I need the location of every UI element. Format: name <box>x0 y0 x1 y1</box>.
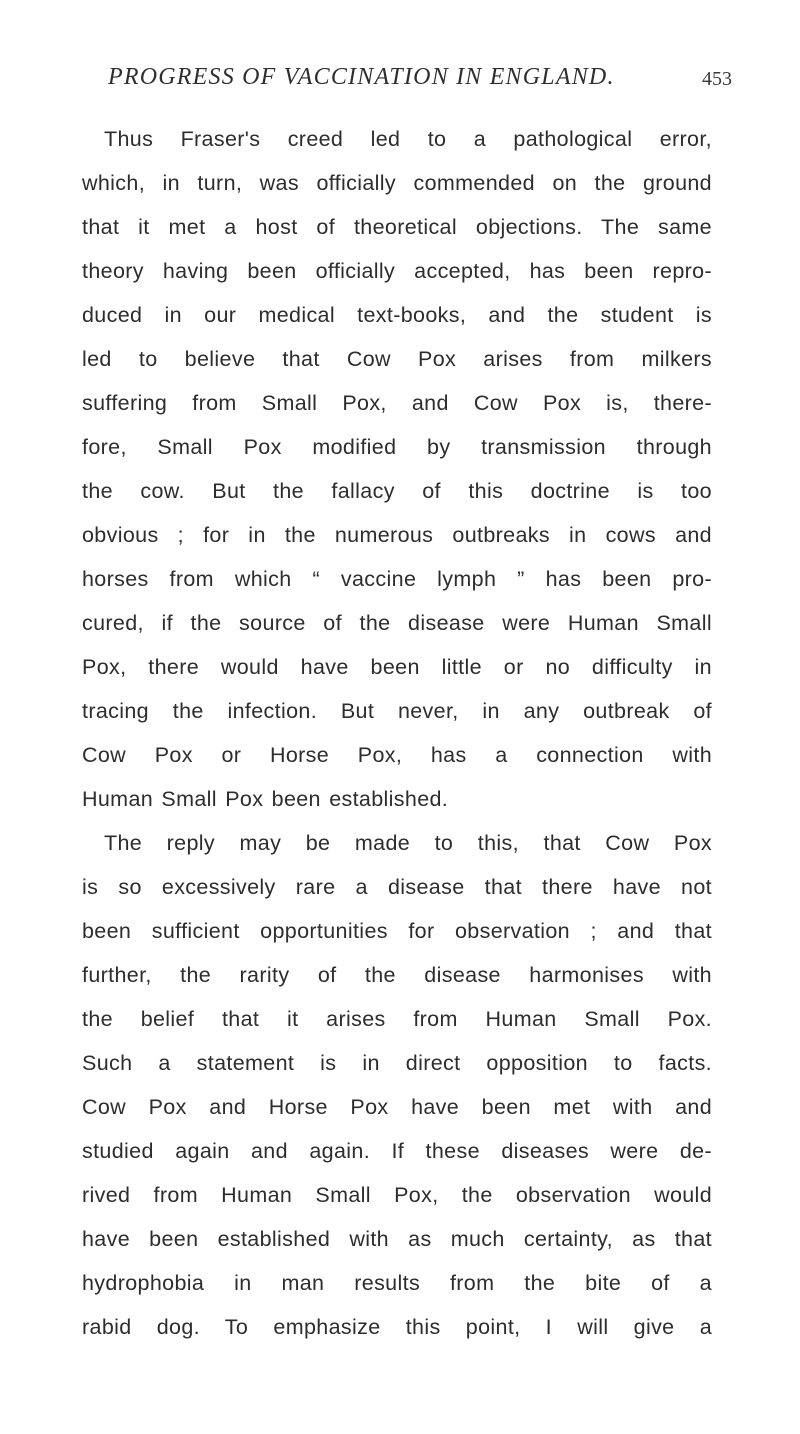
paragraph-2-line-6: Such a statement is in direct opposition to facts. <box>82 1051 712 1075</box>
body-text <box>82 117 712 1349</box>
paragraph-2-line-10: have been established with as much certainty, as that <box>82 1227 712 1251</box>
paragraph-1-line-15: Cow Pox or Horse Pox, has a connection with <box>82 743 712 767</box>
paragraph-1-line-10: obvious ; for in the numerous outbreaks in cows and <box>82 523 712 547</box>
paragraph-1-line-14: tracing the infection. But never, in any outbreak of <box>82 699 712 723</box>
paragraph-1-line-6: led to believe that Cow Pox arises from milkers <box>82 347 712 371</box>
paragraph-2-line-5: the belief that it arises from Human Small Pox. <box>82 1007 712 1031</box>
paragraph-1-line-2: which, in turn, was officially commended on the ground <box>82 171 712 195</box>
page-number: 453 <box>702 68 732 90</box>
paragraph-1-line-13: Pox, there would have been little or no difficulty in <box>82 655 712 679</box>
paragraph-2-line-1: The reply may be made to this, that Cow Pox <box>104 831 712 855</box>
running-head <box>108 64 732 98</box>
paragraph-1-line-16: Human Small Pox been established. <box>82 787 449 811</box>
paragraph-1-line-8: fore, Small Pox modified by transmission through <box>82 435 712 459</box>
paragraph-1-line-4: theory having been officially accepted, has been repro- <box>82 259 712 283</box>
paragraph-2-line-9: rived from Human Small Pox, the observation would <box>82 1183 712 1207</box>
paragraph-1-line-3: that it met a host of theoretical objections. The same <box>82 215 712 239</box>
paragraph-2-line-11: hydrophobia in man results from the bite of a <box>82 1271 712 1295</box>
paragraph-1-line-11: horses from which “ vaccine lymph ” has been pro- <box>82 567 712 591</box>
paragraph-2-line-7: Cow Pox and Horse Pox have been met with and <box>82 1095 712 1119</box>
paragraph-2-line-4: further, the rarity of the disease harmonises with <box>82 963 712 987</box>
paragraph-1-line-9: the cow. But the fallacy of this doctrine is too <box>82 479 712 503</box>
paragraph-2-line-3: been sufficient opportunities for observation ; and that <box>82 919 712 943</box>
running-title: PROGRESS OF VACCINATION IN ENGLAND. <box>108 64 615 90</box>
paragraph-1-line-12: cured, if the source of the disease were Human Small <box>82 611 712 635</box>
paragraph-1-line-7: suffering from Small Pox, and Cow Pox is, there- <box>82 391 712 415</box>
paragraph-2-line-8: studied again and again. If these diseases were de- <box>82 1139 712 1163</box>
paragraph-2-line-2: is so excessively rare a disease that there have not <box>82 875 712 899</box>
paragraph-1-line-1: Thus Fraser's creed led to a pathological error, <box>104 127 712 151</box>
paragraph-2-line-12: rabid dog. To emphasize this point, I will give a <box>82 1315 712 1339</box>
paragraph-1-line-5: duced in our medical text-books, and the student is <box>82 303 712 327</box>
